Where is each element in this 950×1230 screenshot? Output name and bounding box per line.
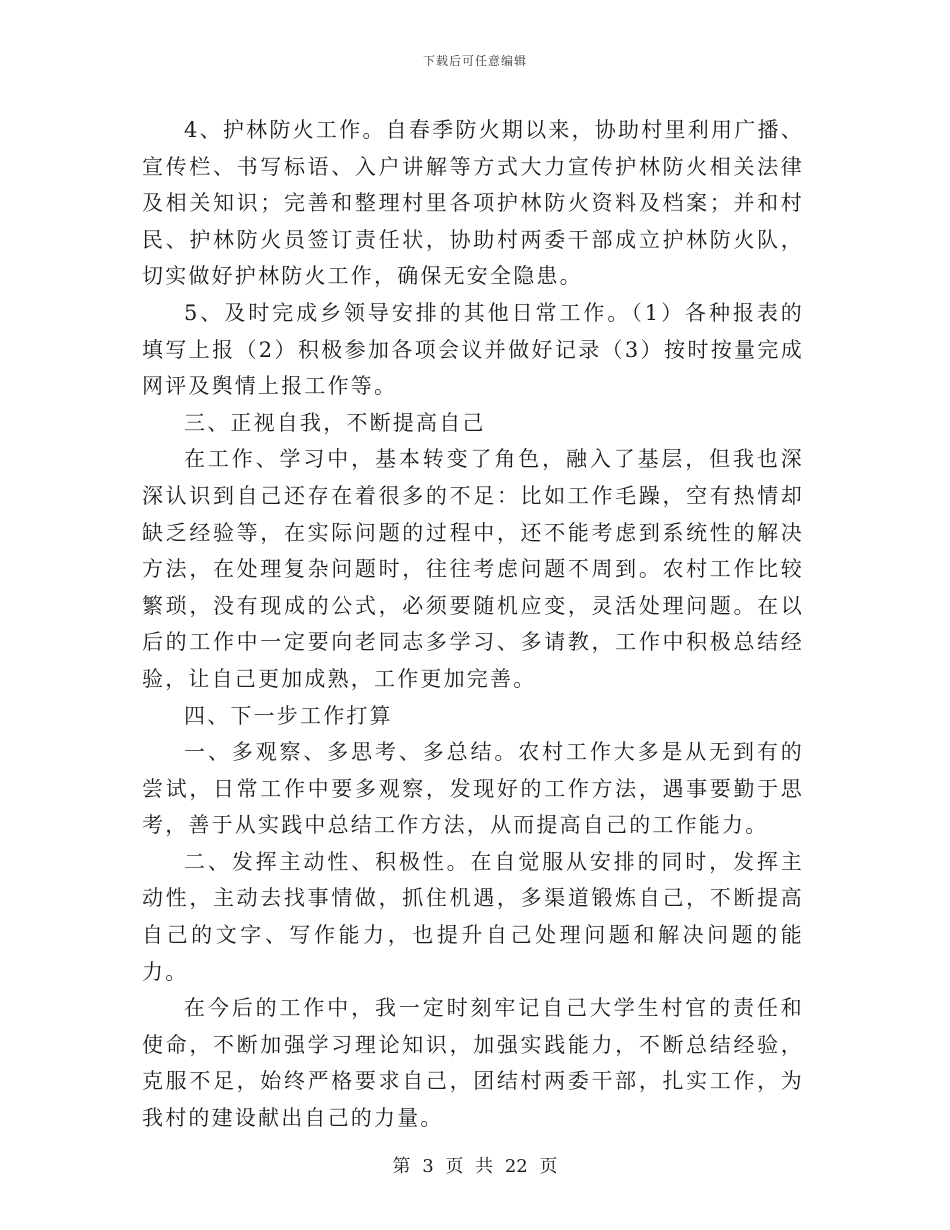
- section-heading-self-improvement: 三、正视自我，不断提高自己: [184, 410, 486, 435]
- paragraph-daily-work: 5、及时完成乡领导安排的其他日常工作。（1）各种报表的填写上报（2）积极参加各项会议并做好记录（3）按时按量完成网评及舆情上报工作等。: [142, 300, 804, 399]
- document-body: [142, 112, 804, 1137]
- paragraph-shortcomings: 在工作、学习中，基本转变了角色，融入了基层，但我也深深认识到自己还存在着很多的不足：比如工作毛躁，空有热情却缺乏经验等，在实际问题的过程中，还不能考虑到系统性的解决方法，在处理复杂问题时，往往考虑问题不周到。农村工作比较繁琐，没有现成的公式，必须要随机应变，灵活处理问题。在以后的工作中一定要向老同志多学习、多请教，工作中积极总结经验，让自己更加成熟，工作更加完善。: [142, 447, 804, 691]
- page-number-footer: 第 3 页 共 22 页: [392, 1156, 558, 1177]
- paragraph-fire-prevention: 4、护林防火工作。自春季防火期以来，协助村里利用广播、宣传栏、书写标语、入户讲解等方式大力宣传护林防火相关法律及相关知识；完善和整理村里各项护林防火资料及档案；并和村民、护林防火员签订责任状，协助村两委干部成立护林防火队，切实做好护林防火工作，确保无安全隐患。: [142, 118, 804, 289]
- page-header: 下载后可任意编辑: [422, 54, 527, 68]
- section-heading-next-steps: 四、下一步工作打算: [184, 703, 393, 728]
- paragraph-conclusion: 在今后的工作中，我一定时刻牢记自己大学生村官的责任和使命，不断加强学习理论知识，加强实践能力，不断总结经验，克服不足，始终严格要求自己，团结村两委干部，扎实工作，为我村的建设献出自己的力量。: [142, 996, 804, 1131]
- paragraph-observe-think: 一、多观察、多思考、多总结。农村工作大多是从无到有的尝试，日常工作中要多观察，发现好的工作方法，遇事要勤于思考，善于从实践中总结工作方法，从而提高自己的工作能力。: [142, 740, 804, 838]
- paragraph-initiative: 二、发挥主动性、积极性。在自觉服从安排的同时，发挥主动性，主动去找事情做，抓住机遇，多渠道锻炼自己，不断提高自己的文字、写作能力，也提升自己处理问题和解决问题的能力。: [142, 849, 804, 984]
